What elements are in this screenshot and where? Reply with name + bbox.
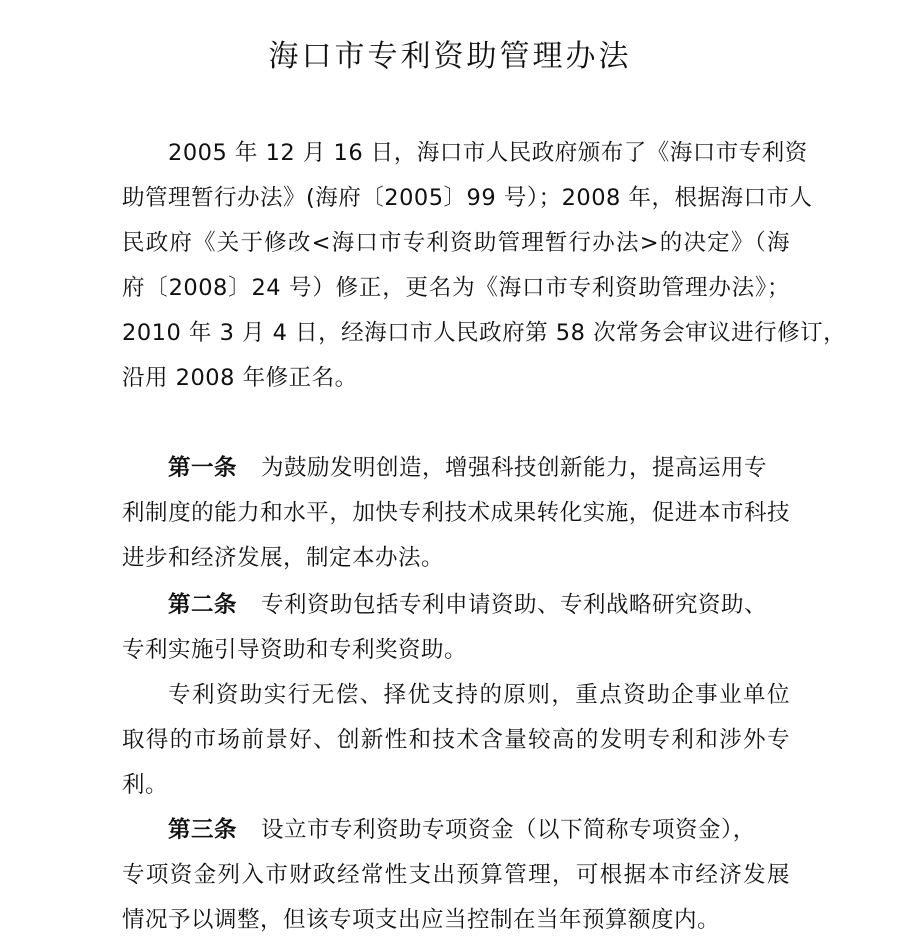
article-1-line-1 [168,453,790,483]
article-2-para2-line-3: 利。 [122,772,169,798]
article-3-label: 第三条 [168,817,238,843]
article-1-text-1: 为鼓励发明创造，增强科技创新能力，提高运用专 [261,455,768,481]
article-1-line-2: 利制度的能力和水平，加快专利技术成果转化实施，促进本市科技 [122,500,790,526]
preamble-line-2: 助管理暂行办法》(海府〔2005〕99 号）；2008 年，根据海口市人 [122,185,813,211]
preamble-line-4: 府〔2008〕24 号）修正，更名为《海口市专利资助管理办法》； [122,275,790,301]
preamble-line-5: 2010 年 3 月 4 日，经海口市人民政府第 58 次常务会审议进行修订， [122,320,847,346]
article-3-line-1 [168,815,790,845]
article-1-line-3: 进步和经济发展，制定本办法。 [122,545,445,571]
article-3-line-3: 情况予以调整，但该专项支出应当控制在当年预算额度内。 [122,907,721,933]
preamble-line-3: 民政府《关于修改<海口市专利资助管理暂行办法>的决定》（海 [122,230,790,256]
article-1-label: 第一条 [168,455,238,481]
article-2-para2-line-1: 专利资助实行无偿、择优支持的原则，重点资助企事业单位 [168,682,790,708]
article-2-line-1 [168,590,790,620]
preamble-line-1: 2005 年 12 月 16 日，海口市人民政府颁布了《海口市专利资 [168,140,808,166]
article-3-text-1: 设立市专利资助专项资金（以下简称专项资金）， [261,817,756,843]
article-2-para2-line-2: 取得的市场前景好、创新性和技术含量较高的发明专利和涉外专 [122,727,790,753]
article-2-text-1: 专利资助包括专利申请资助、专利战略研究资助、 [261,592,768,618]
document-title: 海口市专利资助管理办法 [268,39,632,74]
article-3-line-2: 专项资金列入市财政经常性支出预算管理，可根据本市经济发展 [122,862,790,888]
article-2-label: 第二条 [168,592,238,618]
preamble-line-6: 沿用 2008 年修正名。 [122,365,358,391]
article-2-line-2: 专利实施引导资助和专利奖资助。 [122,637,468,663]
